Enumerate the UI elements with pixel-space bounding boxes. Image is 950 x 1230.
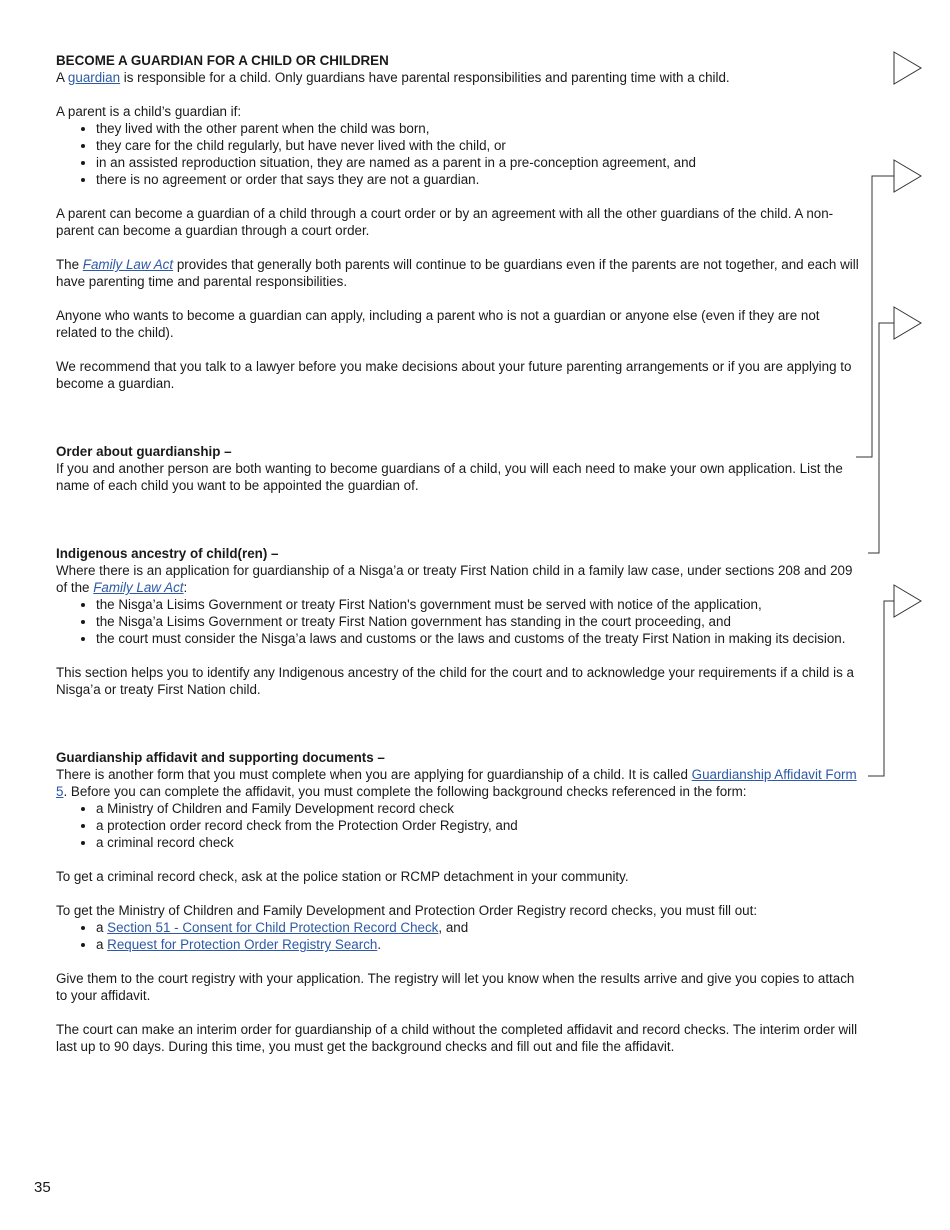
criminal-check-paragraph: To get a criminal record check, ask at the police station or RCMP detachment in your community.: [56, 869, 629, 884]
flag-marker-icon[interactable]: [894, 160, 921, 192]
list-item: • they lived with the other parent when the child was born,: [96, 120, 861, 137]
bracket-line-2: [868, 323, 894, 553]
recommend-paragraph: We recommend that you talk to a lawyer before you make decisions about your future parenting arrangements or if you are applying to become a guardian.: [56, 359, 852, 391]
interim-order-paragraph: The court can make an interim order for guardianship of a child without the completed affidavit and record checks. The interim order will last up to 90 days. During this time, you must get the background checks and fill out and file the affidavit.: [56, 1022, 858, 1054]
indigenous-section-text: Where there is an application for guardianship of a Nisga’a or treaty First Nation child in a family law case, under sections 208 and 209 of the Family Law Act:: [56, 563, 853, 595]
list-item: • a criminal record check: [96, 834, 861, 851]
list-item: • they care for the child regularly, but have never lived with the child, or: [96, 137, 861, 154]
flag-marker-icon[interactable]: [894, 307, 921, 339]
flag-marker-icon[interactable]: [894, 585, 921, 617]
list-item: • there is no agreement or order that says they are not a guardian.: [96, 171, 861, 188]
section-51-consent-link[interactable]: Section 51 - Consent for Child Protection Record Check: [107, 920, 439, 935]
affidavit-section-text: There is another form that you must complete when you are applying for guardianship of a child. It is called Guardianship Affidavit Form 5. Before you can complete the affidavit, you must complete the following background checks referenced in the form:: [56, 767, 857, 799]
list-item: • a Ministry of Children and Family Development record check: [96, 800, 861, 817]
ministry-forms-list: [56, 919, 861, 953]
list-item: • a protection order record check from the Protection Order Registry, and: [96, 817, 861, 834]
list-item: • the Nisga’a Lisims Government or treaty First Nation government has standing in the court proceeding, and: [96, 613, 861, 630]
page-heading: BECOME A GUARDIAN FOR A CHILD OR CHILDREN: [56, 53, 389, 68]
list-item: • a Section 51 - Consent for Child Protection Record Check, and: [96, 919, 861, 936]
family-law-act-link[interactable]: Family Law Act: [82, 257, 174, 272]
document-body: [56, 52, 861, 1055]
parent-guardian-lead: A parent is a child’s guardian if:: [56, 104, 242, 119]
list-item: • in an assisted reproduction situation, they are named as a parent in a pre-conception agreement, and: [96, 154, 861, 171]
affidavit-section-title: Guardianship affidavit and supporting documents –: [56, 750, 385, 765]
list-item: • the court must consider the Nisga’a laws and customs or the laws and customs of the treaty First Nation in making its decision.: [96, 630, 861, 647]
indigenous-paragraph: This section helps you to identify any Indigenous ancestry of the child for the court and to acknowledge your requirements if a child is a Nisga’a or treaty First Nation child.: [56, 665, 854, 697]
ministry-lead: To get the Ministry of Children and Family Development and Protection Order Registry record checks, you must fill out:: [56, 903, 758, 918]
registry-paragraph: Give them to the court registry with your application. The registry will let you know when the results arrive and give you copies to attach to your affidavit.: [56, 971, 855, 1003]
protection-order-registry-link[interactable]: Request for Protection Order Registry Search: [107, 937, 378, 952]
list-item: • a Request for Protection Order Registry Search.: [96, 936, 861, 953]
guardianship-affidavit-link[interactable]: Guardianship Affidavit Form 5: [56, 767, 857, 799]
affidavit-checks-list: [56, 800, 861, 851]
flag-marker-icon[interactable]: [894, 52, 921, 84]
bracket-line-1: [856, 176, 894, 457]
indigenous-section-title: Indigenous ancestry of child(ren) –: [56, 546, 279, 561]
intro-paragraph: A guardian is responsible for a child. Only guardians have parental responsibilities and parenting time with a child.: [56, 70, 730, 85]
list-item: • the Nisga’a Lisims Government or treaty First Nation's government must be served with notice of the application,: [96, 596, 861, 613]
family-law-act-link-2[interactable]: Family Law Act: [93, 580, 184, 595]
order-section-title: Order about guardianship –: [56, 444, 232, 459]
court-order-paragraph: A parent can become a guardian of a child through a court order or by an agreement with all the other guardians of the child. A non-parent can become a guardian through a court order.: [56, 206, 834, 238]
guardian-link[interactable]: guardian: [67, 70, 121, 85]
page-number: 35: [34, 1179, 51, 1196]
anyone-paragraph: Anyone who wants to become a guardian can apply, including a parent who is not a guardian or anyone else (even if they are not related to the child).: [56, 308, 820, 340]
family-law-act-paragraph: The Family Law Act provides that generally both parents will continue to be guardians even if the parents are not together, and each will have parenting time and parental responsibilities.: [56, 257, 859, 289]
bracket-line-3: [868, 601, 894, 776]
indigenous-list: [56, 596, 861, 647]
parent-guardian-list: [56, 120, 861, 188]
order-section-text: If you and another person are both wanting to become guardians of a child, you will each need to make your own application. List the name of each child you want to be appointed the guardian of.: [56, 461, 843, 493]
